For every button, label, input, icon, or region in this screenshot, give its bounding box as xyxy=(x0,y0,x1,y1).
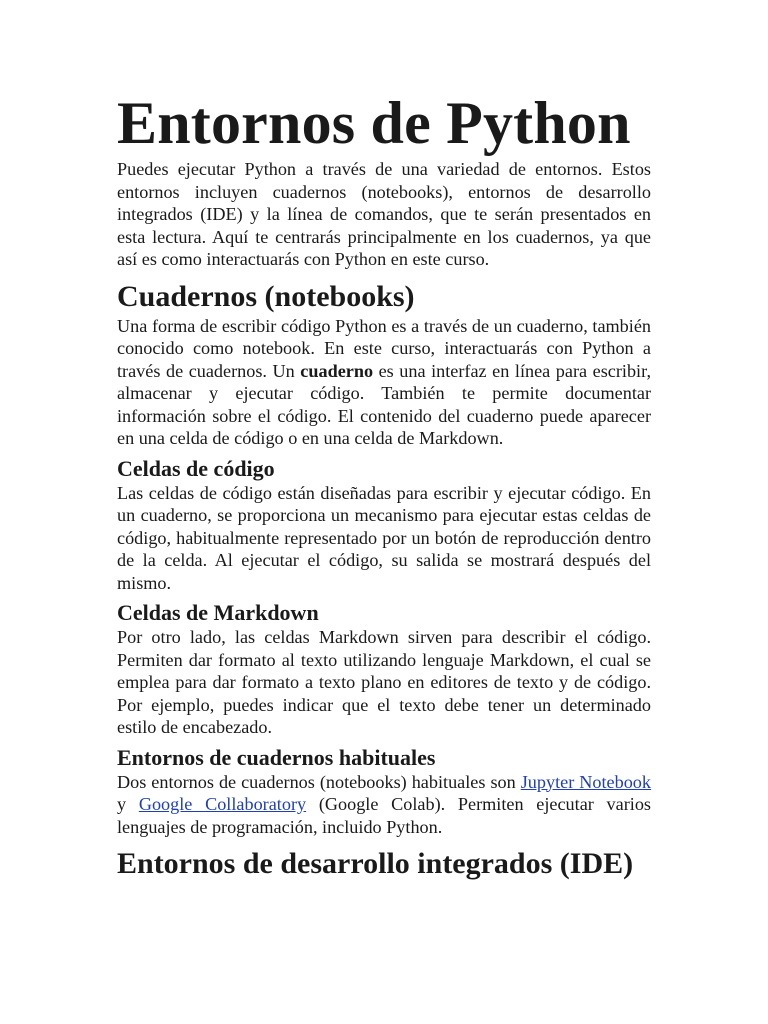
code-cells-heading: Celdas de código xyxy=(117,455,275,481)
common-envs-heading: Entornos de cuadernos habituales xyxy=(117,744,436,770)
common-envs-text-1: Dos entornos de cuadernos (notebooks) habituales son xyxy=(117,771,521,792)
notebooks-paragraph xyxy=(117,315,651,450)
common-envs-text-2: y xyxy=(117,794,139,814)
google-colab-link[interactable]: Google Collaboratory xyxy=(138,794,307,814)
markdown-cells-heading: Celdas de Markdown xyxy=(117,600,319,625)
common-envs-text-3: (Google Colab). Permiten ejecutar varios lenguajes de programación, incluido Python. xyxy=(117,794,651,837)
ide-heading: Entornos de desarrollo integrados (IDE) xyxy=(117,847,634,880)
page-title: Entornos de Python xyxy=(117,90,631,156)
notebooks-bold-term: cuaderno xyxy=(300,360,374,381)
notebooks-text-1: Una forma de escribir código Python es a través de un cuaderno, también conocido como notebook. En este curso, interactuarás con Python a través de cuadernos. Un xyxy=(117,315,651,381)
intro-paragraph: Puedes ejecutar Python a través de una variedad de entornos. Estos entornos incluyen cuadernos (notebooks), entornos de desarrollo integrados (IDE) y la línea de comandos, que te serán presentados en esta lectura. Aquí te centrarás principalmente en los cuadernos, ya que así es como interactuarás con Python en este curso. xyxy=(117,159,651,269)
code-cells-paragraph: Las celdas de código están diseñadas para escribir y ejecutar código. En un cuaderno, se proporciona un mecanismo para ejecutar estas celdas de código, habitualmente representado por un botón de reproducción dentro de la celda. Al ejecutar el código, su salida se mostrará después del mismo. xyxy=(117,482,651,593)
markdown-cells-paragraph: Por otro lado, las celdas Markdown sirven para describir el código. Permiten dar formato al texto utilizando lenguaje Markdown, el cual se emplea para dar formato a texto plano en editores de texto y de código. Por ejemplo, puedes indicar que el texto debe tener un determinado estilo de encabezado. xyxy=(117,627,651,737)
common-envs-paragraph xyxy=(117,771,651,839)
jupyter-notebook-link[interactable]: Jupyter Notebook xyxy=(520,771,651,792)
document-page xyxy=(117,88,651,882)
notebooks-text-2: es una interfaz en línea para escribir, almacenar y ejecutar código. También te permite documentar información sobre el código. El contenido del cuaderno puede aparecer en una celda de código o en una celda de Markdown. xyxy=(117,360,651,448)
notebooks-heading: Cuadernos (notebooks) xyxy=(117,279,415,313)
